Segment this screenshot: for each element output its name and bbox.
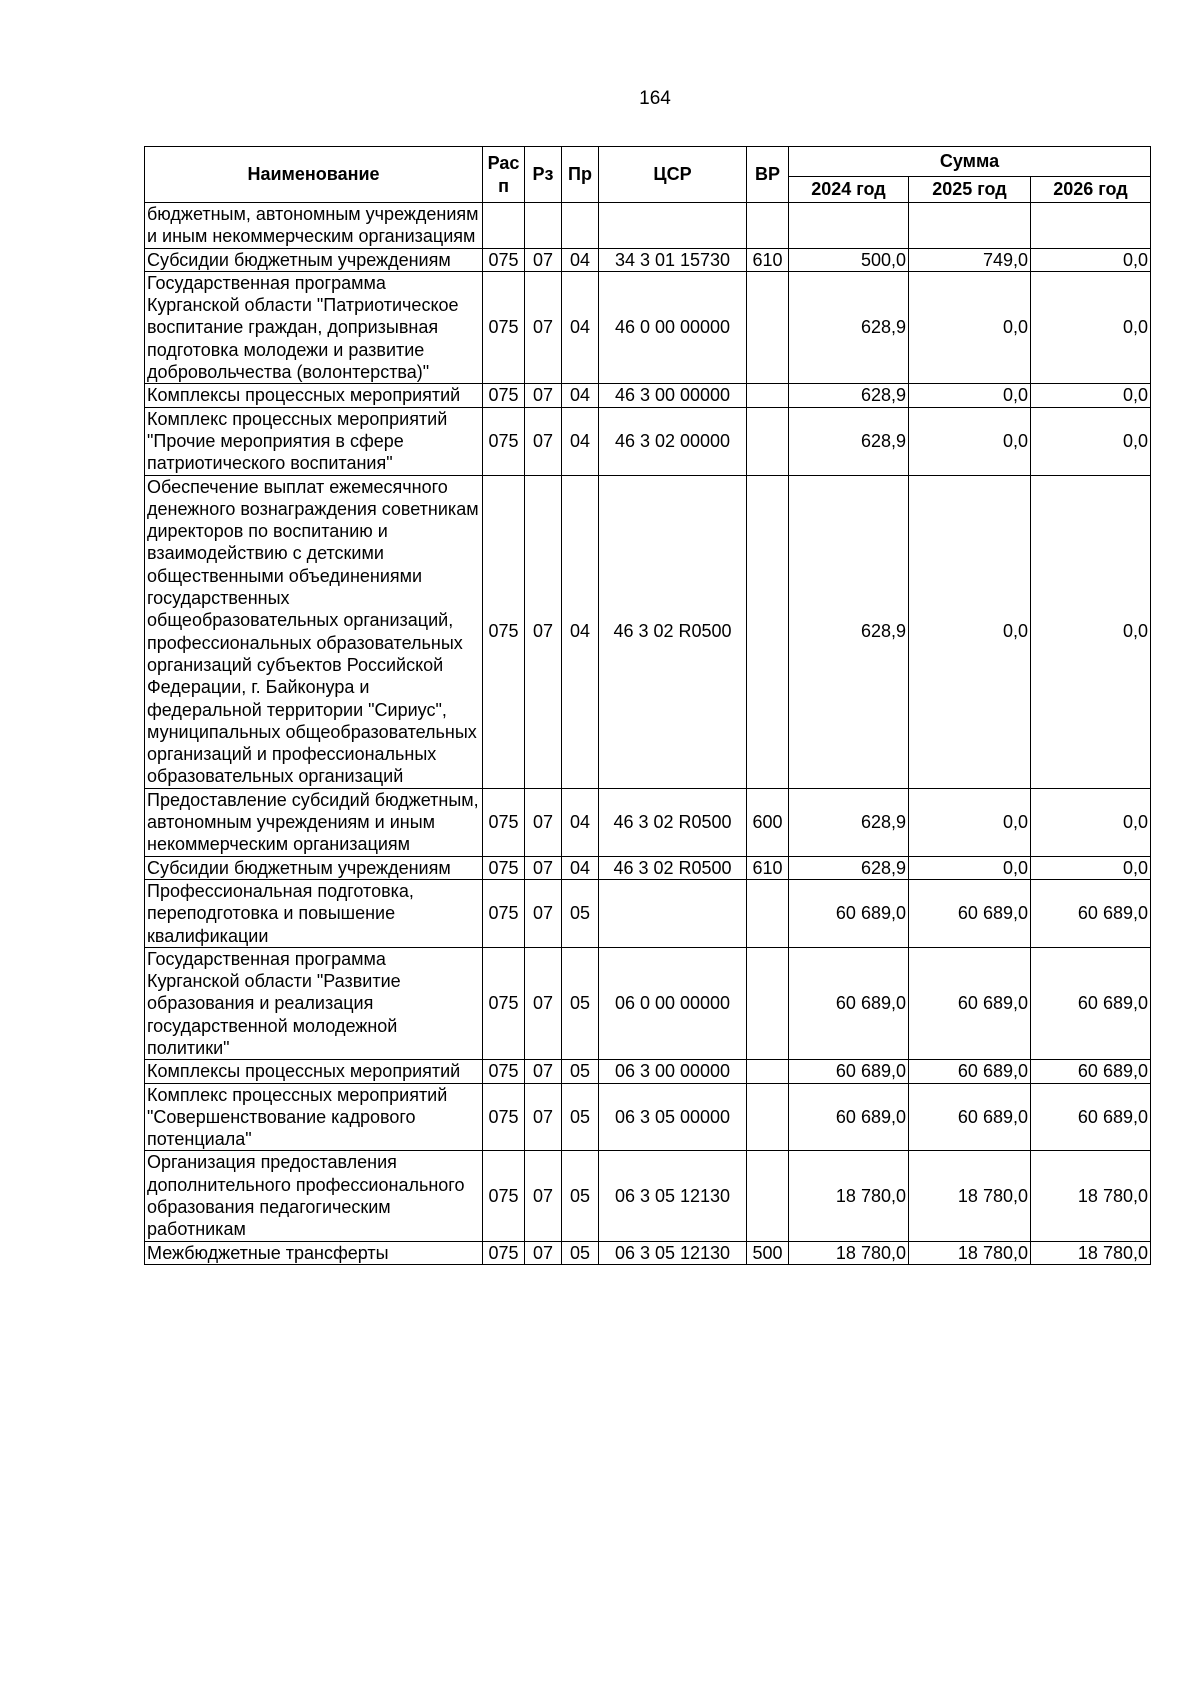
- table-row: [145, 879, 1151, 947]
- row-sum-2026: 60 689,0: [1031, 1060, 1151, 1083]
- row-sum-2024: 628,9: [789, 384, 909, 407]
- row-sum-2025: 0,0: [909, 407, 1031, 475]
- row-vr: 600: [747, 788, 789, 856]
- row-rz: 07: [525, 879, 562, 947]
- row-name: Комплексы процессных мероприятий: [145, 384, 483, 407]
- row-sum-2026: 60 689,0: [1031, 1083, 1151, 1151]
- row-vr: [747, 203, 789, 249]
- row-name: Субсидии бюджетным учреждениям: [145, 248, 483, 271]
- row-rz: 07: [525, 271, 562, 383]
- table-row: [145, 1083, 1151, 1151]
- row-pr: 04: [562, 856, 599, 879]
- row-rasp: 075: [483, 1241, 525, 1264]
- table-row: [145, 947, 1151, 1059]
- row-pr: 05: [562, 1151, 599, 1241]
- row-rz: 07: [525, 1083, 562, 1151]
- table-row: [145, 271, 1151, 383]
- row-rz: 07: [525, 475, 562, 788]
- row-sum-2024: 60 689,0: [789, 1060, 909, 1083]
- row-pr: 05: [562, 947, 599, 1059]
- row-rasp: 075: [483, 1151, 525, 1241]
- row-pr: 05: [562, 1060, 599, 1083]
- row-sum-2026: 0,0: [1031, 407, 1151, 475]
- row-sum-2024: 628,9: [789, 271, 909, 383]
- header-2025: 2025 год: [909, 177, 1031, 203]
- row-rz: 07: [525, 856, 562, 879]
- row-csr: [599, 203, 747, 249]
- table-row: [145, 475, 1151, 788]
- row-sum-2025: 0,0: [909, 384, 1031, 407]
- row-csr: [599, 879, 747, 947]
- row-rasp: 075: [483, 271, 525, 383]
- header-2024: 2024 год: [789, 177, 909, 203]
- row-name: Комплексы процессных мероприятий: [145, 1060, 483, 1083]
- header-rz: Рз: [525, 147, 562, 203]
- row-csr: 46 3 02 00000: [599, 407, 747, 475]
- row-csr: 06 3 05 12130: [599, 1151, 747, 1241]
- row-sum-2026: 0,0: [1031, 271, 1151, 383]
- row-rz: [525, 203, 562, 249]
- row-pr: 05: [562, 1083, 599, 1151]
- header-pr: Пр: [562, 147, 599, 203]
- row-sum-2024: 628,9: [789, 856, 909, 879]
- row-sum-2026: 0,0: [1031, 475, 1151, 788]
- row-rasp: 075: [483, 248, 525, 271]
- header-rasp: Рас п: [483, 147, 525, 203]
- row-sum-2025: 18 780,0: [909, 1241, 1031, 1264]
- row-rz: 07: [525, 407, 562, 475]
- row-vr: [747, 1060, 789, 1083]
- row-sum-2026: [1031, 203, 1151, 249]
- row-rz: 07: [525, 1060, 562, 1083]
- row-rz: 07: [525, 947, 562, 1059]
- row-rz: 07: [525, 384, 562, 407]
- row-rz: 07: [525, 1241, 562, 1264]
- row-csr: 06 3 05 12130: [599, 1241, 747, 1264]
- row-csr: 46 3 00 00000: [599, 384, 747, 407]
- row-sum-2024: 60 689,0: [789, 947, 909, 1059]
- table-row: [145, 407, 1151, 475]
- row-name: бюджетным, автономным учреждениям и иным некоммерческим организациям: [145, 203, 483, 249]
- row-pr: 05: [562, 879, 599, 947]
- row-rasp: [483, 203, 525, 249]
- table-row: [145, 384, 1151, 407]
- table-body: [145, 203, 1151, 1265]
- header-name: Наименование: [145, 147, 483, 203]
- row-sum-2024: 628,9: [789, 788, 909, 856]
- table-row: [145, 1241, 1151, 1264]
- row-sum-2026: 60 689,0: [1031, 879, 1151, 947]
- row-sum-2025: 0,0: [909, 475, 1031, 788]
- row-sum-2025: 60 689,0: [909, 1060, 1031, 1083]
- table-header: [145, 147, 1151, 203]
- table-row: [145, 203, 1151, 249]
- row-csr: 46 3 02 R0500: [599, 788, 747, 856]
- row-pr: 04: [562, 248, 599, 271]
- row-csr: 46 3 02 R0500: [599, 475, 747, 788]
- row-sum-2025: 18 780,0: [909, 1151, 1031, 1241]
- row-sum-2025: 749,0: [909, 248, 1031, 271]
- row-pr: 04: [562, 384, 599, 407]
- row-rasp: 075: [483, 788, 525, 856]
- row-csr: 34 3 01 15730: [599, 248, 747, 271]
- row-vr: [747, 1151, 789, 1241]
- row-name: Государственная программа Курганской области "Развитие образования и реализация государственной молодежной политики": [145, 947, 483, 1059]
- row-sum-2024: 18 780,0: [789, 1241, 909, 1264]
- row-pr: 04: [562, 407, 599, 475]
- header-vr: ВР: [747, 147, 789, 203]
- table-row: [145, 788, 1151, 856]
- row-sum-2025: 60 689,0: [909, 1083, 1031, 1151]
- row-sum-2026: 0,0: [1031, 788, 1151, 856]
- row-rasp: 075: [483, 1083, 525, 1151]
- budget-table: [144, 146, 1151, 1265]
- row-sum-2025: [909, 203, 1031, 249]
- row-name: Субсидии бюджетным учреждениям: [145, 856, 483, 879]
- row-vr: 610: [747, 856, 789, 879]
- row-pr: 04: [562, 271, 599, 383]
- row-sum-2026: 60 689,0: [1031, 947, 1151, 1059]
- row-rasp: 075: [483, 856, 525, 879]
- row-sum-2026: 0,0: [1031, 248, 1151, 271]
- row-sum-2026: 0,0: [1031, 384, 1151, 407]
- row-csr: 46 3 02 R0500: [599, 856, 747, 879]
- row-vr: [747, 407, 789, 475]
- row-sum-2025: 60 689,0: [909, 879, 1031, 947]
- row-csr: 46 0 00 00000: [599, 271, 747, 383]
- row-name: Обеспечение выплат ежемесячного денежного вознаграждения советникам директоров по воспитанию и взаимодействию с детскими общественными объединениями государственных общеобразовательных организаций, профессиональных образовательных организаций субъектов Российской Федерации, г. Байконура и федеральной территории "Сириус", муниципальных общеобразовательных организаций и профессиональных образовательных организаций: [145, 475, 483, 788]
- table-row: [145, 1151, 1151, 1241]
- row-vr: [747, 1083, 789, 1151]
- row-sum-2024: 500,0: [789, 248, 909, 271]
- row-name: Организация предоставления дополнительного профессионального образования педагогическим работникам: [145, 1151, 483, 1241]
- row-rz: 07: [525, 788, 562, 856]
- row-sum-2024: 18 780,0: [789, 1151, 909, 1241]
- row-sum-2024: 628,9: [789, 475, 909, 788]
- row-sum-2024: 60 689,0: [789, 1083, 909, 1151]
- row-name: Предоставление субсидий бюджетным, автономным учреждениям и иным некоммерческим организациям: [145, 788, 483, 856]
- row-rz: 07: [525, 1151, 562, 1241]
- row-pr: 05: [562, 1241, 599, 1264]
- row-sum-2025: 60 689,0: [909, 947, 1031, 1059]
- row-vr: [747, 947, 789, 1059]
- row-vr: [747, 384, 789, 407]
- row-name: Комплекс процессных мероприятий "Совершенствование кадрового потенциала": [145, 1083, 483, 1151]
- table-row: [145, 248, 1151, 271]
- row-sum-2026: 18 780,0: [1031, 1241, 1151, 1264]
- row-vr: [747, 271, 789, 383]
- row-pr: 04: [562, 475, 599, 788]
- row-name: Профессиональная подготовка, переподготовка и повышение квалификации: [145, 879, 483, 947]
- row-rasp: 075: [483, 384, 525, 407]
- row-sum-2024: [789, 203, 909, 249]
- row-rasp: 075: [483, 1060, 525, 1083]
- row-sum-2025: 0,0: [909, 271, 1031, 383]
- header-sum: Сумма: [789, 147, 1151, 177]
- page-number: 164: [639, 88, 671, 109]
- table-row: [145, 856, 1151, 879]
- row-sum-2024: 628,9: [789, 407, 909, 475]
- row-vr: [747, 879, 789, 947]
- row-vr: 500: [747, 1241, 789, 1264]
- row-rz: 07: [525, 248, 562, 271]
- header-2026: 2026 год: [1031, 177, 1151, 203]
- row-rasp: 075: [483, 407, 525, 475]
- row-sum-2025: 0,0: [909, 788, 1031, 856]
- row-pr: 04: [562, 788, 599, 856]
- row-name: Государственная программа Курганской области "Патриотическое воспитание граждан, допризывная подготовка молодежи и развитие добровольчества (волонтерства)": [145, 271, 483, 383]
- row-vr: [747, 475, 789, 788]
- row-csr: 06 0 00 00000: [599, 947, 747, 1059]
- row-name: Межбюджетные трансферты: [145, 1241, 483, 1264]
- row-csr: 06 3 00 00000: [599, 1060, 747, 1083]
- row-csr: 06 3 05 00000: [599, 1083, 747, 1151]
- row-rasp: 075: [483, 879, 525, 947]
- row-sum-2025: 0,0: [909, 856, 1031, 879]
- header-csr: ЦСР: [599, 147, 747, 203]
- table-row: [145, 1060, 1151, 1083]
- row-pr: [562, 203, 599, 249]
- row-name: Комплекс процессных мероприятий "Прочие мероприятия в сфере патриотического воспитания": [145, 407, 483, 475]
- row-sum-2026: 0,0: [1031, 856, 1151, 879]
- row-rasp: 075: [483, 475, 525, 788]
- row-sum-2026: 18 780,0: [1031, 1151, 1151, 1241]
- row-rasp: 075: [483, 947, 525, 1059]
- row-vr: 610: [747, 248, 789, 271]
- row-sum-2024: 60 689,0: [789, 879, 909, 947]
